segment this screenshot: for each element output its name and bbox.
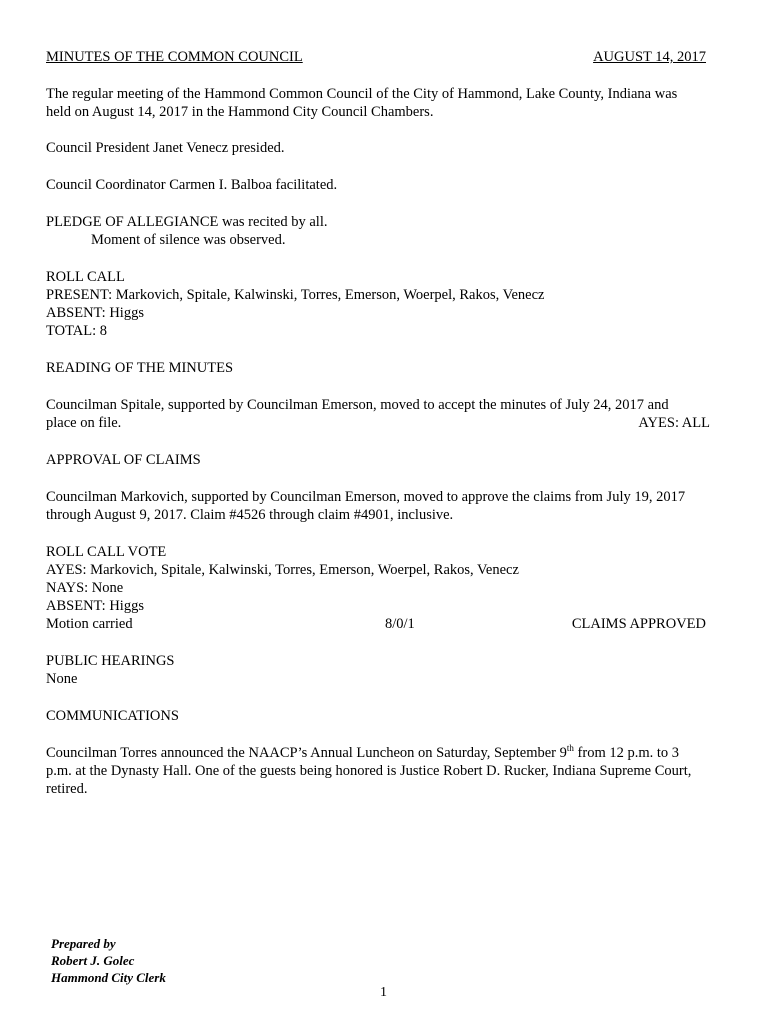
reading-minutes-line-1: Councilman Spitale, supported by Councilman Emerson, moved to accept the minutes of July 24, 2017 and	[46, 397, 669, 413]
approval-claims-heading: APPROVAL OF CLAIMS	[46, 452, 201, 468]
intro-line-2: held on August 14, 2017 in the Hammond City Council Chambers.	[46, 104, 434, 120]
roll-call-absent: ABSENT: Higgs	[46, 305, 144, 321]
communications-line-1-post: from 12 p.m. to 3	[573, 745, 680, 761]
motion-carried-text: Motion carried	[46, 616, 133, 632]
public-hearings-value: None	[46, 671, 78, 687]
clerk-title: Hammond City Clerk	[51, 970, 166, 985]
vote-tally: 8/0/1	[385, 616, 415, 632]
claims-approved-result: CLAIMS APPROVED	[571, 616, 706, 632]
reading-minutes-line-2: place on file.	[46, 415, 122, 431]
page-number: 1	[380, 985, 387, 1000]
silence-text: Moment of silence was observed.	[91, 232, 286, 248]
roll-call-heading: ROLL CALL	[46, 269, 125, 285]
header-title: MINUTES OF THE COMMON COUNCIL	[46, 49, 303, 65]
facilitated-text: Council Coordinator Carmen I. Balboa facilitated.	[46, 177, 338, 193]
roll-call-vote-absent: ABSENT: Higgs	[46, 598, 144, 614]
roll-call-total: TOTAL: 8	[46, 323, 107, 339]
roll-call-vote-nays: NAYS: None	[46, 580, 124, 596]
communications-line-2: p.m. at the Dynasty Hall. One of the guests being honored is Justice Robert D. Rucker, Indiana Supreme Court,	[46, 763, 692, 779]
reading-minutes-result: AYES: ALL	[638, 415, 710, 431]
communications-line-3: retired.	[46, 781, 88, 797]
header-date: AUGUST 14, 2017	[593, 49, 706, 65]
roll-call-vote-ayes: AYES: Markovich, Spitale, Kalwinski, Torres, Emerson, Woerpel, Rakos, Venecz	[46, 562, 519, 578]
public-hearings-heading: PUBLIC HEARINGS	[46, 653, 175, 669]
ordinal-suffix: th	[566, 743, 574, 754]
communications-line-1-pre: Councilman Torres announced the NAACP’s Annual Luncheon on Saturday, September 9	[46, 745, 567, 761]
presided-text: Council President Janet Venecz presided.	[46, 140, 285, 156]
intro-line-1: The regular meeting of the Hammond Common Council of the City of Hammond, Lake County, Indiana was	[46, 86, 678, 102]
roll-call-present: PRESENT: Markovich, Spitale, Kalwinski, Torres, Emerson, Woerpel, Rakos, Venecz	[46, 287, 545, 303]
approval-claims-line-2: through August 9, 2017. Claim #4526 through claim #4901, inclusive.	[46, 507, 454, 523]
clerk-name: Robert J. Golec	[51, 953, 135, 968]
communications-heading: COMMUNICATIONS	[46, 708, 179, 724]
prepared-by-label: Prepared by	[51, 936, 116, 951]
approval-claims-line-1: Councilman Markovich, supported by Councilman Emerson, moved to approve the claims from July 19, 2017	[46, 489, 686, 505]
reading-minutes-heading: READING OF THE MINUTES	[46, 360, 234, 376]
roll-call-vote-heading: ROLL CALL VOTE	[46, 544, 167, 560]
communications-line-1	[46, 744, 679, 762]
pledge-text: PLEDGE OF ALLEGIANCE was recited by all.	[46, 214, 328, 230]
